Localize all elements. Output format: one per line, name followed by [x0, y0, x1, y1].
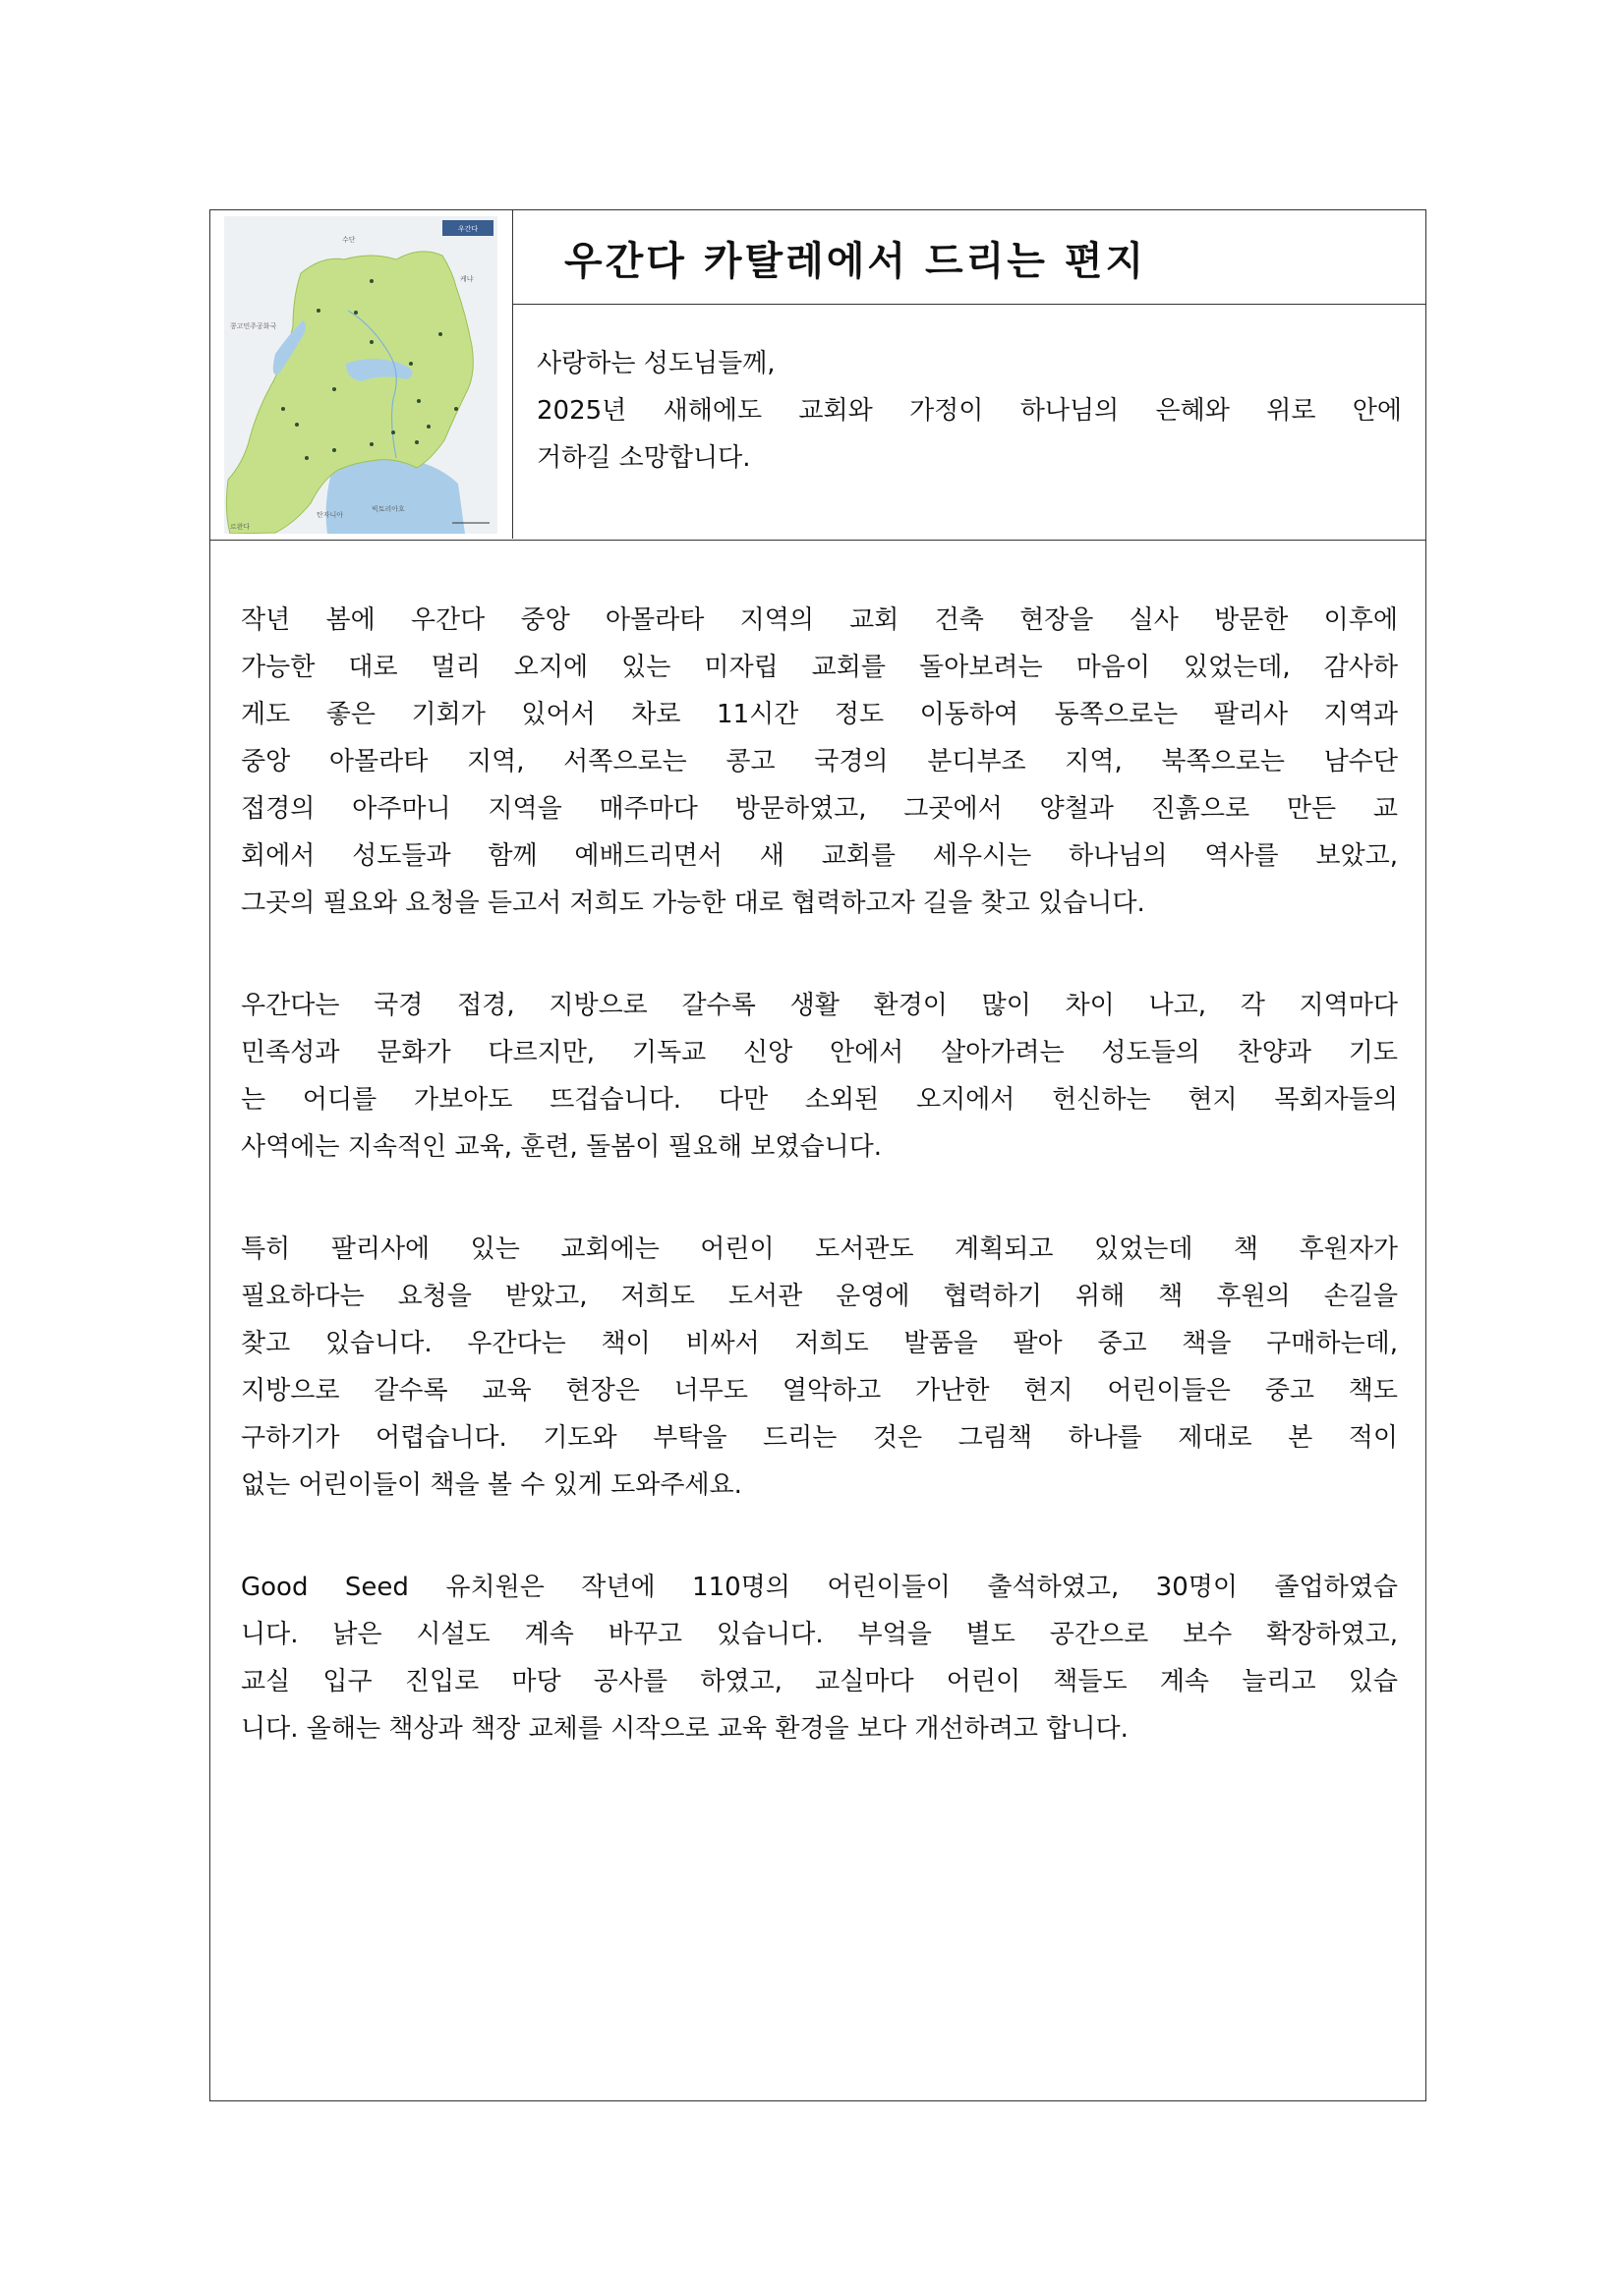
title-cell	[513, 210, 1425, 305]
body-paragraph	[241, 597, 1398, 927]
greeting-line: 거하길 소망합니다.	[537, 443, 751, 473]
body-paragraph	[241, 1226, 1398, 1509]
letter-frame	[209, 209, 1426, 2101]
paragraph-line: 민족성과 문화가 다르지만, 기독교 신앙 안에서 살아가려는 성도들의 찬양과 기도	[241, 1038, 1398, 1067]
paragraph-line: 회에서 성도들과 함께 예배드리면서 새 교회를 세우시는 하나님의 역사를 보았고,	[241, 841, 1398, 871]
map-badge-text: 우간다	[457, 225, 479, 233]
paragraph-line: 우간다는 국경 접경, 지방으로 갈수록 생활 환경이 많이 차이 나고, 각 지역마다	[241, 991, 1398, 1020]
paragraph-line: 접경의 아주마니 지역을 매주마다 방문하였고, 그곳에서 양철과 진흙으로 만든 교	[241, 794, 1398, 824]
paragraph-line: 없는 어린이들이 책을 볼 수 있게 도와주세요.	[241, 1470, 742, 1500]
paragraph-line: 특히 팔리사에 있는 교회에는 어린이 도서관도 계획되고 있었는데 책 후원자가	[241, 1234, 1398, 1264]
map-label-south: 탄자니아	[317, 511, 344, 519]
letter-title: 우간다 카탈레에서 드리는 편지	[564, 239, 1147, 284]
paragraph-line: 가능한 대로 멀리 오지에 있는 미자립 교회를 돌아보려는 마음이 있었는데, 감사하	[241, 653, 1398, 682]
paragraph-line: 중앙 아몰라타 지역, 서쪽으로는 콩고 국경의 분디부조 지역, 북쪽으로는 남수단	[241, 747, 1398, 776]
body-paragraph	[241, 1564, 1398, 1752]
paragraph-line: 찾고 있습니다. 우간다는 책이 비싸서 저희도 발품을 팔아 중고 책을 구매하는데,	[241, 1329, 1398, 1358]
paragraph-line: 지방으로 갈수록 교육 현장은 너무도 열악하고 가난한 현지 어린이들은 중고 책도	[241, 1376, 1398, 1406]
paragraph-line: 니다. 낡은 시설도 계속 바꾸고 있습니다. 부엌을 별도 공간으로 보수 확장하였고,	[241, 1620, 1398, 1649]
paragraph-line: 는 어디를 가보아도 뜨겁습니다. 다만 소외된 오지에서 헌신하는 현지 목회자들의	[241, 1085, 1398, 1115]
greeting-line: 사랑하는 성도님들께,	[537, 349, 776, 378]
paragraph-line: 교실 입구 진입로 마당 공사를 하였고, 교실마다 어린이 책들도 계속 늘리고 있습	[241, 1667, 1398, 1696]
letter-header	[210, 210, 1425, 541]
map-label-west: 콩고민주공화국	[230, 322, 277, 330]
paragraph-line: 사역에는 지속적인 교육, 훈련, 돌봄이 필요해 보였습니다.	[241, 1132, 883, 1162]
letter-body	[241, 597, 1398, 1808]
body-paragraph	[241, 982, 1398, 1171]
paragraph-line: Good Seed 유치원은 작년에 110명의 어린이들이 출석하였고, 30명이 졸업하였습	[241, 1573, 1398, 1602]
uganda-map-graphic	[224, 216, 497, 534]
greeting-text	[537, 340, 1402, 482]
uganda-map-image	[224, 216, 497, 534]
paragraph-line: 작년 봄에 우간다 중앙 아몰라타 지역의 교회 건축 현장을 실사 방문한 이후에	[241, 605, 1398, 635]
map-cell	[210, 210, 513, 539]
paragraph-line: 게도 좋은 기회가 있어서 차로 11시간 정도 이동하여 동쪽으로는 팔리사 지역과	[241, 700, 1398, 729]
map-label-east: 케냐	[460, 275, 474, 283]
greeting-line: 2025년 새해에도 교회와 가정이 하나님의 은혜와 위로 안에	[537, 396, 1402, 426]
map-label-lake: 빅토리아호	[372, 505, 405, 513]
map-label-southwest: 르완다	[230, 523, 251, 531]
paragraph-line: 그곳의 필요와 요청을 듣고서 저희도 가능한 대로 협력하고자 길을 찾고 있습니다.	[241, 889, 1145, 918]
paragraph-line: 구하기가 어렵습니다. 기도와 부탁을 드리는 것은 그림책 하나를 제대로 본 적이	[241, 1423, 1398, 1453]
map-label-north: 수단	[342, 236, 356, 244]
paragraph-line: 필요하다는 요청을 받았고, 저희도 도서관 운영에 협력하기 위해 책 후원의 손길을	[241, 1282, 1398, 1311]
greeting-cell	[513, 305, 1425, 539]
paragraph-line: 니다. 올해는 책상과 책장 교체를 시작으로 교육 환경을 보다 개선하려고 합니다.	[241, 1714, 1129, 1744]
